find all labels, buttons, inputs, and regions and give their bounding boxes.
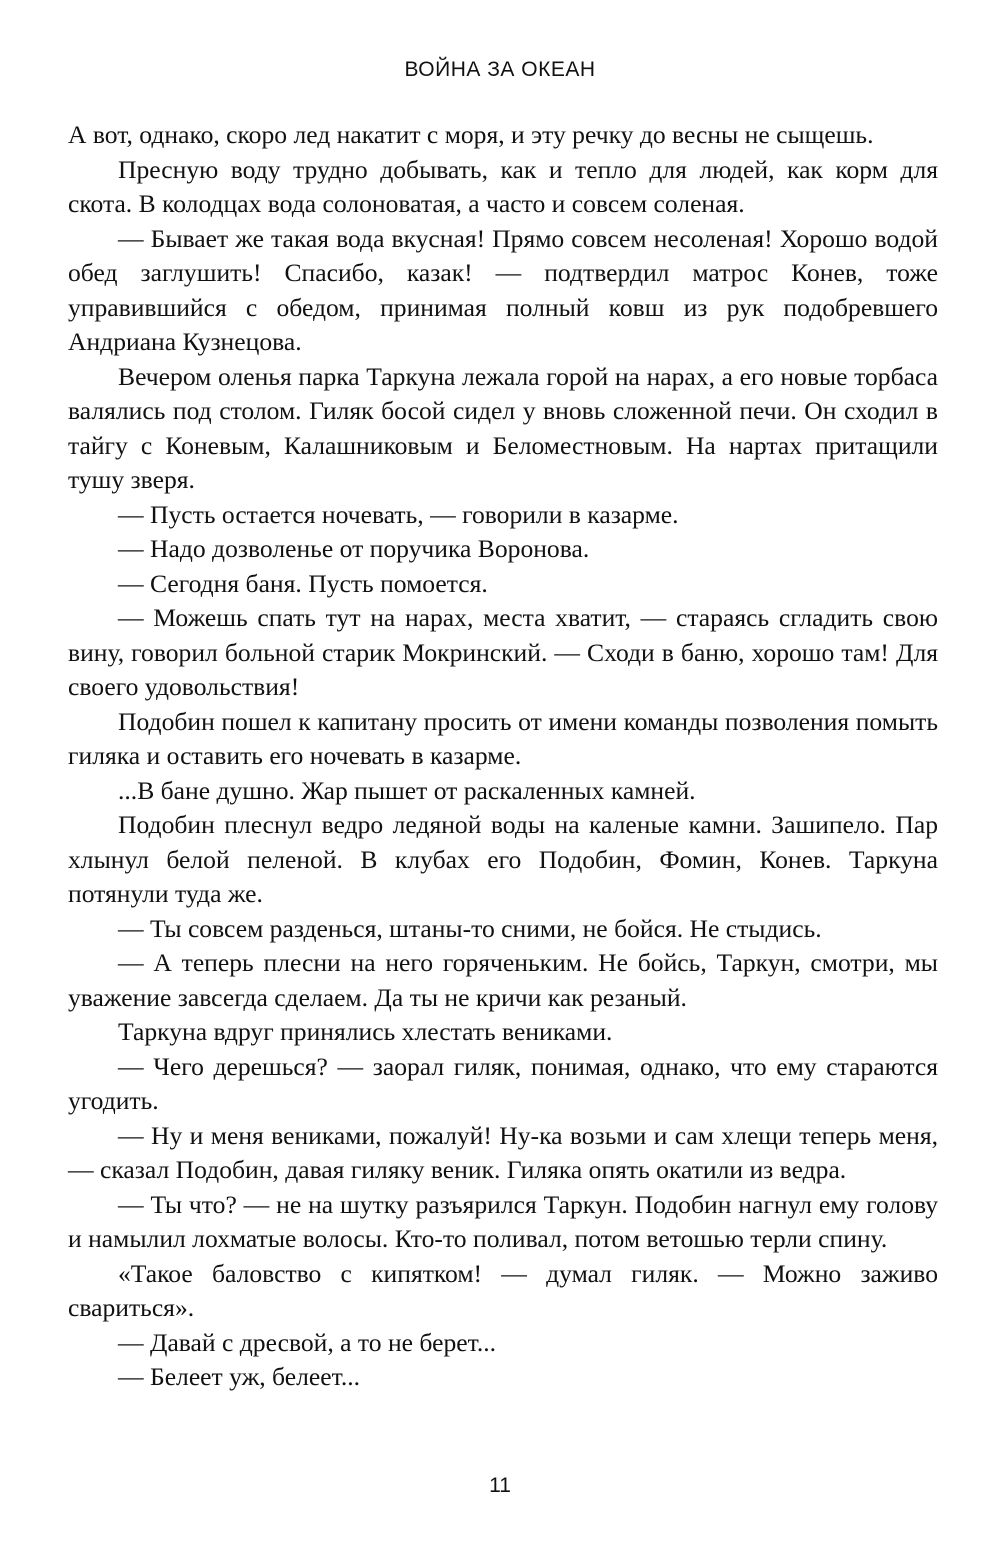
page-number: 11 [489,1474,511,1497]
paragraph-7: — Сегодня баня. Пусть помоется. [118,568,488,598]
paragraph-12: — Ты совсем разденься, штаны-то сними, не бойся. Не стыдись. [118,913,822,943]
paragraph-15: — Чего дерешься? — заорал гиляк, понимая, однако, что ему стараются угодить. [68,1051,938,1115]
body-text [68,118,938,1395]
running-title: ВОЙНА ЗА ОКЕАН [404,58,596,81]
paragraph-4: Вечером оленья парка Таркуна лежала горой на нарах, а его новые торбаса валялись под столом. Гиляк босой сидел у вновь сложенной печи. Он сходил в тайгу с Коневым, Калашниковым и Беломестновым. На нартах притащили тушу зверя. [68,361,938,494]
paragraph-5: — Пусть остается ночевать, — говорили в казарме. [118,499,679,529]
paragraph-20: — Белеет уж, белеет... [118,1362,361,1391]
paragraph-18: «Такое баловство с кипятком! — думал гиляк. — Можно заживо свариться». [68,1258,938,1322]
paragraph-13: — А теперь плесни на него горяченьким. Не бойсь, Таркун, смотри, мы уважение завсегда сделаем. Да ты не кричи как резаный. [68,948,938,1012]
paragraph-9: Подобин пошел к капитану просить от имени команды позволения помыть гиляка и оставить его ночевать в казарме. [68,706,938,770]
paragraph-11: Подобин плеснул ведро ледяной воды на каленые камни. Зашипело. Пар хлынул белой пеленой. В клубах его Подобин, Фомин, Конев. Таркуна потянули туда же. [68,810,938,908]
paragraph-10: ...В бане душно. Жар пышет от раскаленных камней. [118,775,696,805]
paragraph-2: Пресную воду трудно добывать, как и тепло для людей, как корм для скота. В колодцах вода солоноватая, а часто и совсем соленая. [68,154,938,218]
paragraph-17: — Ты что? — не на шутку разъярился Таркун. Подобин нагнул ему голову и намылил лохматые волосы. Кто-то поливал, потом ветошью терли спину. [68,1189,938,1253]
paragraph-1: А вот, однако, скоро лед накатит с моря, и эту речку до весны не сыщешь. [68,120,874,149]
paragraph-19: — Давай с дресвой, а то не берет... [118,1327,497,1357]
paragraph-3: — Бывает же такая вода вкусная! Прямо совсем несоленая! Хорошо водой обед заглушить! Спасибо, казак! — подтвердил матрос Конев, тоже управившийся с обедом, принимая полный ковш из рук подобревшего Андриана Кузнецова. [68,223,938,356]
paragraph-8: — Можешь спать тут на нарах, места хватит, — стараясь сгладить свою вину, говорил больной старик Мокринский. — Сходи в баню, хорошо там! Для своего удовольствия! [68,603,938,701]
paragraph-6: — Надо дозволенье от поручика Воронова. [118,534,590,563]
paragraph-16: — Ну и меня вениками, пожалуй! Ну-ка возьми и сам хлещи теперь меня, — сказал Подобин, давая гиляку веник. Гиляка опять окатили из ведра. [68,1120,938,1184]
paragraph-14: Таркуна вдруг принялись хлестать вениками. [118,1017,613,1046]
